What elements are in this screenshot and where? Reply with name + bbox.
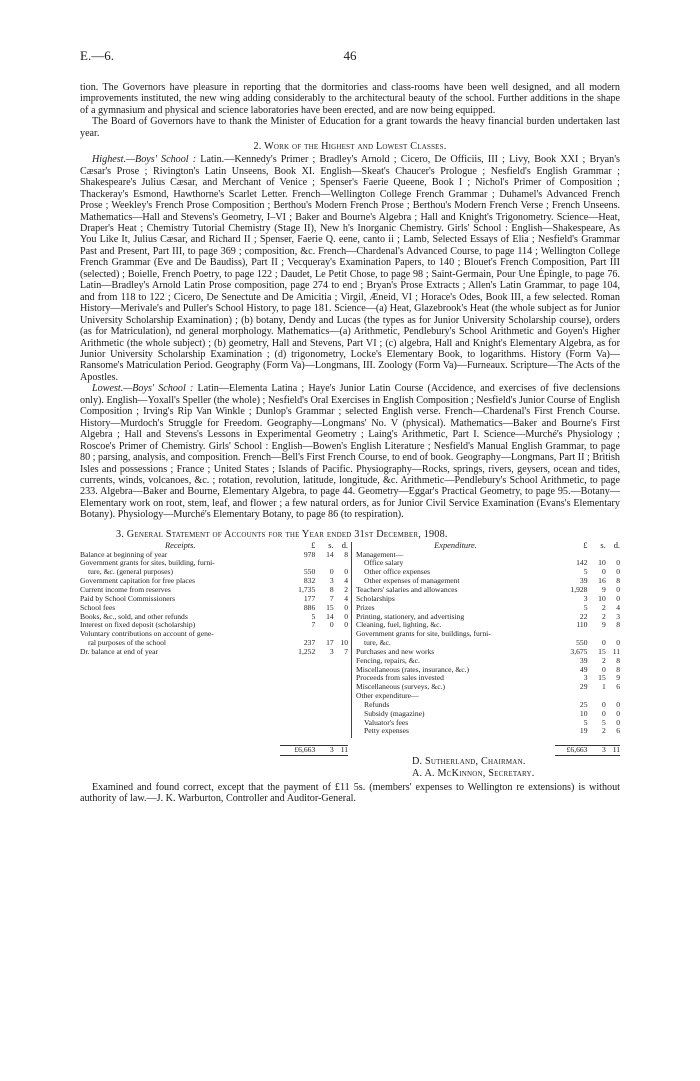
receipts-total-pounds: £6,663	[280, 746, 315, 756]
receipts-total-pence: 11	[334, 746, 348, 756]
page-header	[80, 48, 620, 68]
expenditure-heading: Expenditure.	[434, 540, 477, 550]
expenditure-row-shillings: 0	[601, 664, 606, 674]
receipts-row-shillings: 7	[329, 593, 334, 603]
receipts-row-pounds: 886	[303, 602, 316, 612]
signature-chairman: D. Sutherland, Chairman.	[412, 755, 526, 767]
receipts-row-pence: 8	[344, 549, 348, 559]
expenditure-total-shillings: 3	[587, 746, 605, 756]
receipts-row-pounds: 978	[303, 549, 316, 559]
receipts-row-label: Dr. balance at end of year	[80, 646, 159, 656]
document-page	[80, 48, 620, 805]
expenditure-row	[356, 595, 620, 604]
receipts-row-shillings: 17	[326, 638, 334, 648]
expenditure-row-label: Petty expenses	[364, 726, 409, 736]
expenditure-row-label: Miscellaneous (rates, insurance, &c.)	[356, 664, 470, 674]
expenditure-column	[356, 542, 620, 756]
receipts-row-pence: 0	[344, 611, 348, 621]
expenditure-row-label: Subsidy (magazine)	[364, 708, 425, 718]
receipts-total-shillings: 3	[315, 746, 333, 756]
receipts-row-label: Interest on fixed deposit (scholarship)	[80, 620, 196, 630]
expenditure-row-shillings: 0	[601, 638, 606, 648]
receipts-row-pence: 0	[344, 602, 348, 612]
expenditure-row-label: Office salary	[364, 558, 404, 568]
expenditure-total-row	[356, 746, 620, 756]
receipts-table	[80, 542, 348, 756]
expenditure-row-label: Fencing, repairs, &c.	[356, 655, 420, 665]
expenditure-row-shillings: 9	[601, 584, 606, 594]
receipts-row-label: Balance at beginning of year	[80, 549, 168, 559]
expenditure-row-shillings: 10	[598, 558, 606, 568]
receipts-spacer	[80, 692, 348, 701]
receipts-row-label: Voluntary contributions on account of gene-	[80, 629, 214, 639]
expenditure-row-label: Refunds	[364, 699, 390, 709]
expenditure-row-shillings: 2	[601, 602, 606, 612]
expenditure-row-pounds: 142	[576, 558, 588, 568]
expenditure-row-shillings: 15	[598, 646, 606, 656]
expenditure-row-pounds: 110	[576, 620, 588, 630]
expenditure-row-label: Miscellaneous (surveys, &c.)	[356, 682, 445, 692]
expenditure-row-shillings: 0	[601, 567, 606, 577]
receipts-row-pence: 4	[344, 593, 348, 603]
receipts-spacer	[80, 683, 348, 692]
receipts-row-pence: 7	[344, 646, 348, 656]
receipts-row-label: Books, &c., sold, and other refunds	[80, 611, 188, 621]
expenditure-row-label: Purchases and new works	[356, 646, 435, 656]
receipts-row-shillings: 3	[329, 646, 334, 656]
expenditure-row-pounds: 5	[583, 567, 588, 577]
expenditure-row-label: Other expenditure—	[356, 691, 419, 701]
expenditure-row-label: Prizes	[356, 602, 375, 612]
receipts-row	[80, 648, 348, 657]
expenditure-row-pounds: 29	[579, 682, 588, 692]
section-work-title: 2. Work of the Highest and Lowest Classes.	[253, 141, 447, 153]
lowest-label: Lowest.—Boys' School :	[92, 383, 194, 395]
receipts-row-label: ral purposes of the school	[88, 638, 167, 648]
expenditure-row-shillings: 2	[601, 726, 606, 736]
page-number: 46	[343, 48, 357, 63]
expenditure-total-pence: 11	[606, 746, 620, 756]
expenditure-row-label: Management—	[356, 549, 404, 559]
expenditure-row-pence: 0	[616, 708, 620, 718]
expenditure-row-shillings: 2	[601, 655, 606, 665]
receipts-row-pence: 0	[344, 567, 348, 577]
expenditure-row-label: Government grants for site, buildings, furni-	[356, 629, 491, 639]
receipts-row-label: Government grants for sites, building, furni-	[80, 558, 215, 568]
expenditure-row	[356, 727, 620, 736]
receipts-column	[80, 542, 348, 756]
receipts-row-shillings: 0	[329, 567, 334, 577]
expenditure-row-pounds: 25	[579, 699, 588, 709]
expenditure-row-pence: 8	[616, 576, 620, 586]
receipts-spacer	[80, 701, 348, 710]
receipts-row-label: School fees	[80, 602, 116, 612]
expenditure-row-pence: 0	[616, 584, 620, 594]
expenditure-row-shillings: 1	[601, 682, 606, 692]
receipts-row-label: Current income from reserves	[80, 584, 171, 594]
expenditure-pound-label: £	[583, 540, 588, 550]
highest-label: Highest.—Boys' School :	[92, 154, 197, 166]
expenditure-row-label: Proceeds from sales invested	[356, 673, 444, 683]
receipts-row-shillings: 8	[329, 584, 334, 594]
expenditure-row-pence: 8	[616, 620, 620, 630]
expenditure-total-pounds: £6,663	[555, 746, 587, 756]
expenditure-row-shillings: 15	[598, 673, 606, 683]
section-accounts-title: 3. General Statement of Accounts for the Year ended 31st December, 1908.	[116, 528, 448, 540]
expenditure-row-shillings: 5	[601, 717, 606, 727]
expenditure-row	[356, 586, 620, 595]
receipts-row-shillings: 0	[329, 620, 334, 630]
expenditure-row-pounds: 5	[583, 717, 588, 727]
receipts-row-pounds: 832	[303, 576, 316, 586]
expenditure-row-pounds: 10	[579, 708, 588, 718]
expenditure-row-pounds: 22	[579, 611, 588, 621]
paragraph-highest	[80, 154, 620, 383]
expenditure-row-pounds: 39	[579, 655, 588, 665]
expenditure-row-pounds: 49	[579, 664, 588, 674]
expenditure-row-label: Valuator's fees	[364, 717, 409, 727]
paragraph-grant: The Board of Governors have to thank the Minister of Education for a grant towards the heavy financial burden undertaken last year.	[80, 116, 620, 139]
receipts-row-shillings: 3	[329, 576, 334, 586]
expenditure-row-pence: 3	[616, 611, 620, 621]
expenditure-row-pounds: 3,675	[570, 646, 588, 656]
expenditure-row-label: Other expenses of management	[364, 576, 460, 586]
expenditure-row-pence: 8	[616, 664, 620, 674]
paragraph-lowest	[80, 383, 620, 520]
expenditure-row-pence: 4	[616, 602, 620, 612]
expenditure-row-pounds: 550	[576, 638, 588, 648]
expenditure-row-shillings: 9	[601, 620, 606, 630]
highest-text: Latin.—Kennedy's Primer ; Bradley's Arnold ; Cicero, De Officiis, III ; Livy, Book XXI ; Bryan's Cæsar's Prose ; Rivington's Latin Unseens, Book XI. English—Skeat's Chaucer's Prologue ; Nesfield's English Grammar ; Shakespeare's Julius Cæsar, and Merchant of Venice ; Spenser's Faerie Queene, Book I ; Nichol's Primer of Composition ; Thackeray's Esmond, Hawthorne's Scarlet Letter. French—Wellington College French Grammar ; Duhamel's Advanced French Prose ; Weekley's French Prose Composition ; Berthou's Modern French Prose ; Berthou's Modern French Verse ; French Unseens. Mathematics—Hall and Stevens's Geometry, I–VI ; Baker and Bourne's Algebra ; Hall and Knight's Trigonometry. Science—Heat, Draper's Heat ; Chemistry Tutorial Chemistry (Stage II), New h's Inorganic Chemistry. Girls' School : English—Shakespeare, As You Like It, Julius Cæsar, and Richard II ; Spenser, Faerie Q. eene, canto ii ; Lamb, Selected Essays of Elia ; Nesfield's Grammar Past and Present, Part III, to page 369 ; composition, &c. French—Chardenal's Advanced Course, to page 114 ; Wellington College French Grammar (Eve and De Baudiss), Part II ; Vecqueray's Examination Papers, to 140 ; Blouet's French Composition, Part III (selected) ; Boielle, French Poetry, to page 122 ; Daudet, Le Petit Chose, to page 98 ; Saint-Germain, Pour Une Épingle, to page 76. Latin—Bradley's Arnold Latin Prose composition, page 274 to end ; Bryan's Prose Extracts ; Allen's Latin Grammar, to page 104, and from 118 to 122 ; Cicero, De Senectute and De Amicitia ; Virgil, Æneid, VI ; Horace's Odes, Book III, a few selected. Roman History—Merivale's and Puller's School History, to page 181. Science—(a) Heat, Glazebrook's Heat (the whole subject as for Junior University Scholarship Examination) ; (b) botany, Dendy and Lucas (the types as for Junior University Scholarship course), orders (as for Matriculation), nd general morphology. Mathematics—(a) Arithmetic, Pendlebury's School Arithmetic and Goyen's Higher Arithmetic (the whole subject) ; (b) geometry, Hall and Stevens, Part VI ; (c) algebra, Hall and Knight's Elementary Algebra, as for Junior University Scholarship Examination ; (d) trigonometry, Locke's Elementary Book, to logarithms. History (Form Va)—Ransome's Matriculation Period. Geography (Form Va)—Longmans, III. Zoology (Form Va)—Furneaux. Scripture—The Acts of the Apostles.	[80, 154, 620, 383]
expenditure-row-label: Other office expenses	[364, 567, 431, 577]
receipts-row-pence: 10	[340, 638, 348, 648]
receipts-row-label: Government capitation for free places	[80, 576, 196, 586]
receipts-row-pence: 0	[344, 620, 348, 630]
receipts-row-pounds: 237	[303, 638, 316, 648]
receipts-row-pounds: 177	[303, 593, 316, 603]
receipts-spacer	[80, 727, 348, 736]
expenditure-row-label: Scholarships	[356, 593, 395, 603]
receipts-row-shillings: 14	[326, 549, 334, 559]
expenditure-row-label: Printing, stationery, and advertising	[356, 611, 465, 621]
receipts-row-pounds: 5	[311, 611, 316, 621]
expenditure-row-pounds: 39	[579, 576, 588, 586]
receipts-heading: Receipts.	[165, 540, 196, 550]
receipts-row-pounds: 1,735	[298, 584, 316, 594]
receipts-row-pence: 2	[344, 584, 348, 594]
expenditure-row-pounds: 5	[583, 602, 588, 612]
accounts-statement	[80, 542, 620, 756]
receipts-pence-label: d.	[341, 540, 348, 550]
receipts-spacer	[80, 719, 348, 728]
receipts-row-shillings: 14	[326, 611, 334, 621]
expenditure-row-pence: 6	[616, 726, 620, 736]
expenditure-row-label: Cleaning, fuel, lighting, &c.	[356, 620, 442, 630]
expenditure-row-shillings: 0	[601, 699, 606, 709]
receipts-row-pence: 4	[344, 576, 348, 586]
expenditure-row-pence: 0	[616, 593, 620, 603]
receipts-spacer	[80, 657, 348, 666]
receipts-row-pounds: 7	[311, 620, 316, 630]
receipts-row-pounds: 550	[303, 567, 316, 577]
expenditure-row-pounds: 1,928	[570, 584, 588, 594]
expenditure-row-pence: 11	[612, 646, 620, 656]
expenditure-row-shillings: 16	[598, 576, 606, 586]
expenditure-row-shillings: 10	[598, 593, 606, 603]
receipts-row-label: ture, &c. (general purposes)	[88, 567, 173, 577]
expenditure-row-pounds: 3	[583, 593, 588, 603]
receipts-row-pounds: 1,252	[298, 646, 316, 656]
receipts-total-row	[80, 746, 348, 756]
column-divider	[351, 542, 352, 738]
expenditure-shilling-label: s.	[600, 540, 606, 550]
expenditure-row-pence: 0	[616, 638, 620, 648]
receipts-spacer	[80, 666, 348, 675]
expenditure-row-shillings: 2	[601, 611, 606, 621]
expenditure-row-pence: 0	[616, 567, 620, 577]
expenditure-row-pence: 6	[616, 682, 620, 692]
report-reference: E.—6.	[80, 48, 114, 63]
expenditure-row-label: ture, &c.	[364, 638, 391, 648]
expenditure-row-pence: 8	[616, 655, 620, 665]
receipts-row-label: Paid by School Commissioners	[80, 593, 176, 603]
expenditure-row-pence: 0	[616, 558, 620, 568]
receipts-spacer	[80, 710, 348, 719]
expenditure-pence-label: d.	[613, 540, 620, 550]
signature-secretary: A. A. McKinnon, Secretary.	[412, 767, 535, 779]
receipts-spacer	[80, 674, 348, 683]
audit-note: Examined and found correct, except that the payment of £11 5s. (members' expenses to Wellington re extensions) is without authority of law.—J. K. Warburton, Controller and Auditor-General.	[80, 781, 620, 805]
expenditure-table	[356, 542, 620, 756]
expenditure-row-pence: 0	[616, 717, 620, 727]
lowest-text: Latin—Elementa Latina ; Haye's Junior Latin Course (Accidence, and exercises of five declensions only). English—Yoxall's Speller (the whole) ; Nesfield's Oral Exercises in English Composition ; Nesfield's Junior Course of English Composition ; Irving's Rip Van Winkle ; Dunlop's Grammar ; selected English verse. French—Chardenal's First French Course. History—Murdoch's Struggle for Freedom. Geography—Longmans' No. V (physical). Mathematics—Baker and Bourne's First Algebra ; Hall and Stevens's Lessons in Experimental Geometry ; Laing's Arithmetic, Part I. Science—Murché's Physiology ; Roscoe's Primer of Chemistry. Girls' School : English—Bowen's English Literature ; Nesfield's Manual English Grammar, to page 80 ; parsing, analysis, and composition. French—Bell's First French Course, to end of book. Geography—Longmans, Part II ; British Isles and possessions ; France ; United States ; Islands of Pacific. Physiography—Rocks, springs, rivers, geysers, ocean and tides, currents, winds, volcanoes, &c. ; rotation, revolution, latitude, longitude, &c. Arithmetic—Pendlebury's School Arithmetic, to page 233. Algebra—Baker and Bourne, Elementary Algebra, to page 44. Geometry—Eggar's Practical Geometry, to page 95.—Botany—Elementary work on root, stem, leaf, and flower ; a few natural orders, as for Junior Civil Service Examination (Evans's Elementary Botany). Physiology—Murché's Elementary Botany, to page 86 (to respiration).	[80, 383, 620, 521]
expenditure-row-label: Teachers' salaries and allowances	[356, 584, 458, 594]
receipts-pound-label: £	[311, 540, 316, 550]
receipts-shilling-label: s.	[328, 540, 334, 550]
paragraph-buildings: tion. The Governors have pleasure in reporting that the dormitories and class-rooms have been well designed, and all modern improvements instituted, the new wing adding considerably to the architectural beauty of the school. Further additions in the shape of a gymnasium and physical and science laboratories have been erected, and are now being equipped.	[80, 82, 620, 116]
expenditure-row-pounds: 19	[579, 726, 588, 736]
expenditure-row-shillings: 0	[601, 708, 606, 718]
expenditure-row-pence: 0	[616, 699, 620, 709]
expenditure-row-pence: 9	[616, 673, 620, 683]
expenditure-row-pounds: 3	[583, 673, 588, 683]
receipts-row-shillings: 15	[326, 602, 334, 612]
